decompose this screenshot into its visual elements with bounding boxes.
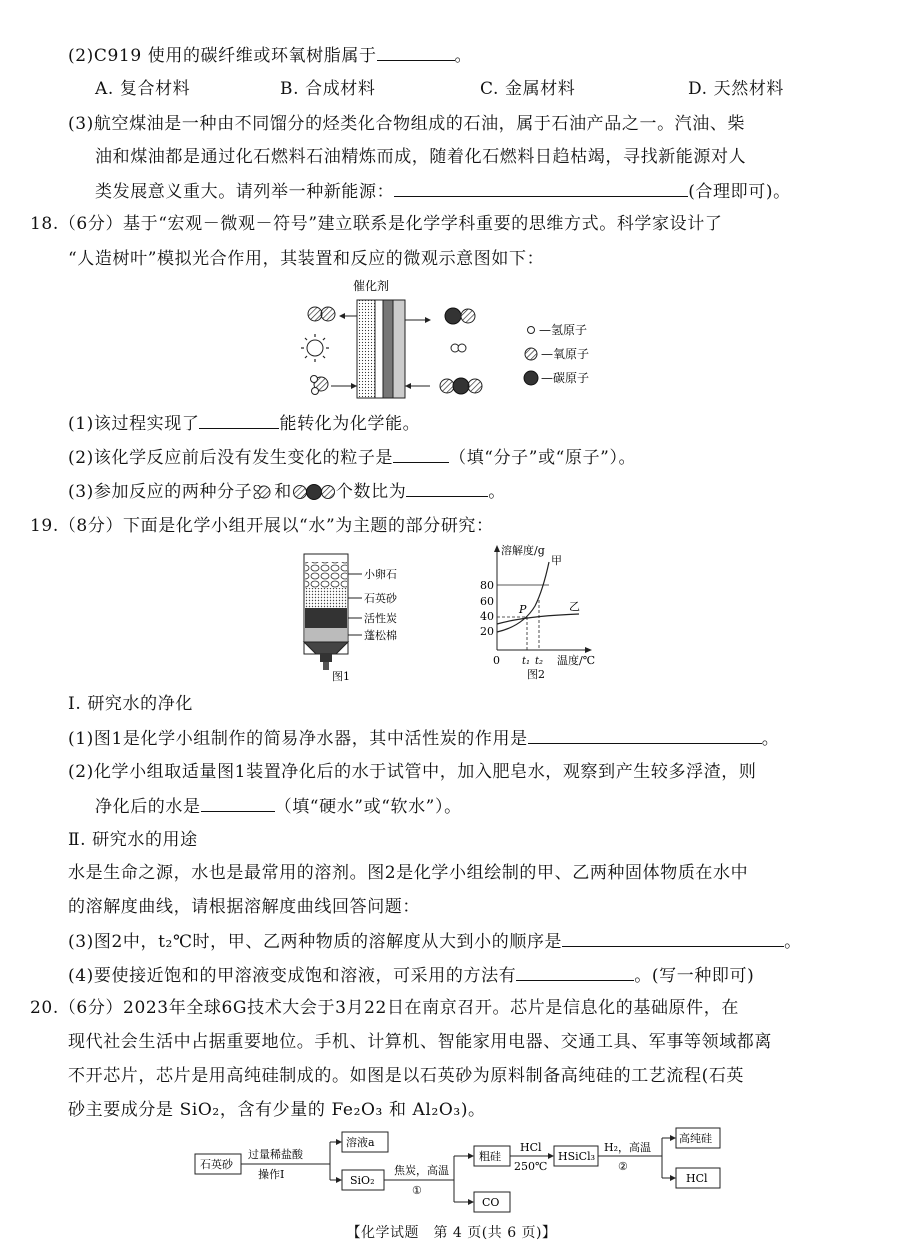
catalyst-label: 催化剂 [353, 279, 390, 293]
sun-icon [301, 334, 329, 362]
catalyst-plate-left [357, 300, 375, 398]
q19-sub1-end: 。 [761, 729, 780, 749]
figure2-caption: 图2 [527, 668, 545, 681]
catalyst-gap [375, 300, 383, 398]
q18-sub1-blank[interactable] [199, 412, 279, 429]
q18-sub3-text2: 个数比为 [335, 482, 407, 502]
arrow-icon [670, 1175, 676, 1181]
x-tick-t2: t₂ [535, 656, 544, 667]
x-axis-arrow [585, 647, 592, 653]
y-tick-60: 60 [480, 595, 494, 608]
page-footer: 【化学试题 第 4 页(共 6 页)】 [346, 1225, 557, 1241]
q19-sub2-text: 净化后的水是 [95, 797, 201, 817]
legend-oxygen-label: —氧原子 [541, 347, 590, 361]
box-hcl-label: HCl [686, 1172, 708, 1185]
right-bottom-arrow [405, 383, 411, 389]
cotton-label: 蓬松棉 [364, 629, 397, 642]
q19-sub4-text: (4)要使接近饱和的甲溶液变成饱和溶液，可采用的方法有 [68, 966, 517, 986]
pebble-layer [305, 562, 347, 588]
left-top-arrow [339, 313, 345, 319]
reagent1-label: 过量稀盐酸 [248, 1148, 303, 1161]
outlet-tube [323, 662, 329, 670]
outlet-icon [320, 654, 332, 662]
y-axis-arrow [494, 545, 500, 552]
q20-stem-line4: 砂主要成分是 SiO₂，含有少量的 Fe₂O₃ 和 Al₂O₃)。 [68, 1100, 486, 1120]
arrow-icon [336, 1139, 342, 1145]
carbon-atom [445, 308, 461, 324]
box-pure-si-label: 高纯硅 [679, 1132, 712, 1145]
q19-sub4 [68, 964, 754, 987]
box-co-label: CO [482, 1196, 500, 1209]
q19-stem: 19.（8分）下面是化学小组开展以“水”为主题的部分研究： [30, 516, 494, 536]
q19-sub1-text: (1)图1是化学小组制作的简易净水器，其中活性炭的作用是 [68, 729, 528, 749]
step2-label: ② [618, 1160, 628, 1173]
quartz-sand-layer [305, 588, 347, 608]
q19-sub1 [68, 727, 779, 750]
arrow-icon [468, 1153, 474, 1159]
cond2-label: H₂，高温 [604, 1141, 652, 1154]
co2-oxygen-atom [468, 379, 482, 393]
co2-molecule-icon [292, 484, 336, 500]
activated-carbon-label: 活性炭 [364, 612, 397, 625]
series-jia-label: 甲 [551, 554, 562, 567]
q19-sub2-end: （填“硬水”或“软水”）。 [274, 797, 462, 817]
q17-part3-line2: 油和煤油都是通过化石燃料石油精炼而成，随着化石燃料日趋枯竭，寻找新能源对人 [95, 147, 747, 167]
q17-option-c: C. 金属材料 [480, 79, 576, 99]
legend-oxygen-icon [525, 348, 537, 360]
q18-sub3-and: 和 [274, 482, 292, 502]
q19-sub4-end: 。(写一种即可) [634, 966, 755, 986]
box-quartz-sand-label: 石英砂 [200, 1158, 233, 1171]
catalyst-plate-mid [383, 300, 393, 398]
q19-section1-heading: Ⅰ. 研究水的净化 [68, 694, 193, 714]
pebble-label: 小卵石 [364, 568, 397, 581]
legend-carbon-label: —碳原子 [541, 371, 590, 385]
q18-sub3-end: 。 [488, 482, 506, 502]
right-top-arrow [425, 317, 431, 323]
q19-sub3-end: 。 [784, 932, 802, 952]
water-purifier-figure [290, 548, 420, 683]
origin-label: 0 [493, 654, 500, 667]
y-tick-40: 40 [480, 610, 494, 623]
cond1-label: 焦炭，高温 [394, 1164, 449, 1177]
step1-label: ① [412, 1184, 422, 1197]
activated-carbon-layer [305, 608, 347, 628]
q19-para-line2: 的溶解度曲线，请根据溶解度曲线回答问题： [68, 897, 420, 917]
y-axis-label: 溶解度/g [501, 544, 545, 557]
q17-part2-end: 。 [454, 46, 473, 66]
water-molecule-icon [252, 485, 274, 499]
oxygen-molecule-atom [308, 307, 322, 321]
q17-part3-text: 类发展意义重大。请列举一种新能源： [95, 182, 395, 202]
q19-sub3 [68, 930, 802, 953]
q18-stem-line1: 18.（6分）基于“宏观－微观－符号”建立联系是化学学科重要的思维方式。科学家设计了 [30, 214, 723, 234]
x-tick-t1: t₁ [522, 656, 531, 667]
temp-label: 250℃ [514, 1160, 548, 1173]
q19-sub4-blank[interactable] [516, 964, 634, 981]
q17-part2-text: (2)C919 使用的碳纤维或环氧树脂属于 [68, 46, 377, 66]
q17-option-a: A. 复合材料 [95, 79, 191, 99]
q18-sub2-blank[interactable] [393, 446, 449, 463]
q18-sub3-blank[interactable] [406, 480, 488, 497]
q20-stem-line2: 现代社会生活中占据重要地位。手机、计算机、智能家用电器、交通工具、军事等领域都离 [68, 1032, 772, 1052]
legend-hydrogen-label: —氢原子 [539, 323, 588, 337]
q19-sub2-line2 [95, 795, 462, 818]
figure1-caption: 图1 [332, 670, 350, 683]
arrow-icon [468, 1199, 474, 1205]
series-yi-curve [497, 614, 579, 624]
water-molecule-hydrogen [311, 376, 318, 383]
legend-hydrogen-icon [528, 327, 535, 334]
q18-sub1-end: 能转化为化学能。 [279, 414, 421, 434]
q19-sub3-text: (3)图2中，t₂℃时，甲、乙两种物质的溶解度从大到小的顺序是 [68, 932, 563, 952]
q18-sub2-end: （填“分子”或“原子”）。 [449, 448, 637, 468]
q17-option-d: D. 天然材料 [688, 79, 785, 99]
q19-sub2-blank[interactable] [201, 795, 275, 812]
q18-sub3-text: (3)参加反应的两种分子 [68, 482, 253, 502]
q19-sub2-line1: (2)化学小组取适量图1装置净化后的水于试管中，加入肥皂水，观察到产生较多浮渣，则 [68, 762, 757, 782]
legend-carbon-icon [524, 371, 538, 385]
co2-oxygen-atom [440, 379, 454, 393]
q19-sub3-blank[interactable] [562, 930, 784, 947]
box-solution-a-label: 溶液a [346, 1136, 375, 1149]
q17-part2-line [68, 44, 472, 67]
y-tick-80: 80 [480, 579, 494, 592]
hydrogen-atom [458, 344, 466, 352]
oxygen-atom [461, 309, 475, 323]
co2-carbon-atom [453, 378, 469, 394]
op1-label: 操作Ⅰ [258, 1168, 285, 1181]
q20-stem-line1: 20.（6分）2023年全球6G技术大会于3月22日在南京召开。芯片是信息化的基础原件，在 [30, 998, 739, 1018]
arrow-icon [670, 1135, 676, 1141]
q17-part2-blank[interactable] [377, 44, 455, 61]
q17-part3-line1: (3)航空煤油是一种由不同馏分的烃类化合物组成的石油，属于石油产品之一。汽油、柴 [68, 114, 746, 134]
q17-option-b: B. 合成材料 [280, 79, 376, 99]
left-bottom-arrow [351, 383, 357, 389]
silicon-process-flowchart [190, 1126, 730, 1214]
q18-sub1-text: (1)该过程实现了 [68, 414, 200, 434]
series-yi-label: 乙 [569, 600, 580, 613]
q18-stem-line2: “人造树叶”模拟光合作用，其装置和反应的微观示意图如下： [68, 249, 545, 269]
q19-section2-heading: Ⅱ. 研究水的用途 [68, 830, 198, 850]
oxygen-molecule-atom [321, 307, 335, 321]
q19-para-line1: 水是生命之源，水也是最常用的溶剂。图2是化学小组绘制的甲、乙两种固体物质在水中 [68, 863, 749, 883]
q19-sub1-blank[interactable] [528, 727, 762, 744]
arrow-icon [336, 1177, 342, 1183]
q18-sub1 [68, 412, 420, 435]
x-axis-label: 温度/℃ [557, 654, 596, 667]
cotton-layer [305, 628, 347, 642]
box-crude-si-label: 粗硅 [479, 1150, 501, 1163]
water-molecule-hydrogen [312, 388, 319, 395]
box-sio2-label: SiO₂ [350, 1174, 375, 1187]
solubility-chart [475, 540, 625, 682]
y-tick-20: 20 [480, 625, 494, 638]
hcl-reagent-label: HCl [520, 1141, 542, 1154]
q17-part3-line3 [95, 180, 791, 203]
arrow-icon [548, 1153, 554, 1159]
point-p-label: P [519, 603, 527, 616]
box-hsicl3-label: HSiCl₃ [558, 1150, 595, 1163]
q17-part3-end: (合理即可)。 [688, 182, 791, 202]
q17-part3-blank[interactable] [394, 180, 688, 197]
q20-stem-line3: 不开芯片，芯片是用高纯硅制成的。如图是以石英砂为原料制备高纯硅的工艺流程(石英 [68, 1066, 745, 1086]
q18-sub2 [68, 446, 636, 469]
q18-sub2-text: (2)该化学反应前后没有发生变化的粒子是 [68, 448, 394, 468]
artificial-leaf-figure [295, 278, 625, 403]
catalyst-plate-right [393, 300, 405, 398]
q18-sub3 [68, 480, 506, 503]
quartz-sand-label: 石英砂 [364, 592, 397, 605]
